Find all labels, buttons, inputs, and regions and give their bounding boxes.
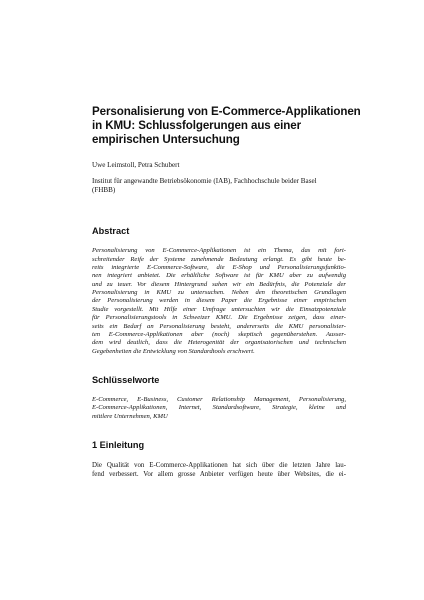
title-line: Personalisierung von E-Commerce-Applikationen bbox=[92, 105, 361, 118]
abstract-line: Gegebenheiten die Entwicklung von Standardtools erschwert. bbox=[92, 347, 255, 355]
affiliation-line: (FHBB) bbox=[92, 186, 116, 195]
keywords-body bbox=[92, 396, 346, 421]
authors: Uwe Leimstoll, Petra Schubert bbox=[92, 161, 180, 169]
abstract-line: nen integriert anbietet. Die erhältliche Software ist für KMU aber zu aufwendig bbox=[92, 272, 346, 280]
abstract-line: ten E-Commerce-Applikationen aber (noch) skeptisch gegenüberstehen. Ausser- bbox=[92, 330, 346, 338]
abstract-line: reits integrierte E-Commerce-Software, die E-Shop und Personalisierungsfunktio- bbox=[92, 264, 346, 272]
title-line: empirischen Untersuchung bbox=[92, 133, 240, 146]
abstract-line: Personalisierung von E-Commerce-Applikationen ist ein Thema, das mit fort- bbox=[92, 247, 346, 255]
abstract-line: schreitender Reife der Systeme zunehmende Bedeutung erlangt. Es gibt heute be- bbox=[92, 255, 346, 263]
abstract-line: und zu teuer. Vor diesem Hintergrund sahen wir ein Bedürfnis, die Potenziale der bbox=[92, 280, 346, 288]
abstract-heading: Abstract bbox=[92, 226, 130, 237]
abstract-line: für Personalisierungstools in Schweizer KMU. Die Ergebnisse zeigen, dass einer- bbox=[92, 314, 346, 322]
affiliation-line: Institut für angewandte Betriebsökonomie (IAB), Fachhochschule beider Basel bbox=[92, 177, 317, 185]
keywords-line: E-Commerce-Applikationen, Internet, Standardsoftware, Strategie, kleine und bbox=[92, 404, 346, 412]
abstract-body bbox=[92, 247, 346, 355]
title-line: in KMU: Schlussfolgerungen aus einer bbox=[92, 119, 301, 132]
abstract-line: der Personalisierung werden in diesem Paper die Ergebnisse einer empirischen bbox=[92, 297, 346, 305]
abstract-line: seits ein Bedarf an Personalisierung besteht, andererseits die KMU personalisier- bbox=[92, 322, 346, 330]
abstract-line: dem wird deutlich, dass die Heterogenität der organisatorischen und technischen bbox=[92, 339, 346, 347]
abstract-line: Personalisierung in KMU zu untersuchen. Neben den theoretischen Grundlagen bbox=[92, 289, 346, 297]
abstract-line: Studie vorgestellt. Mit Hilfe einer Umfrage untersuchten wir die Einsatzpotenziale bbox=[92, 305, 346, 313]
introduction-line: Die Qualität von E-Commerce-Applikationen hat sich über die letzten Jahre lau- bbox=[92, 461, 346, 469]
keywords-line: mittlere Unternehmen, KMU bbox=[92, 412, 168, 420]
affiliation bbox=[92, 177, 346, 195]
keywords-heading: Schlüsselworte bbox=[92, 374, 160, 385]
introduction-heading: 1 Einleitung bbox=[92, 439, 145, 450]
paper-title bbox=[92, 105, 361, 147]
paper-page bbox=[92, 105, 361, 479]
introduction-body bbox=[92, 461, 346, 479]
introduction-line: fend verbessert. Vor allem grosse Anbieter verfügen heute über Websites, die ei- bbox=[92, 471, 346, 479]
keywords-line: E-Commerce, E-Business, Customer Relationship Management, Personalisierung, bbox=[92, 395, 346, 403]
